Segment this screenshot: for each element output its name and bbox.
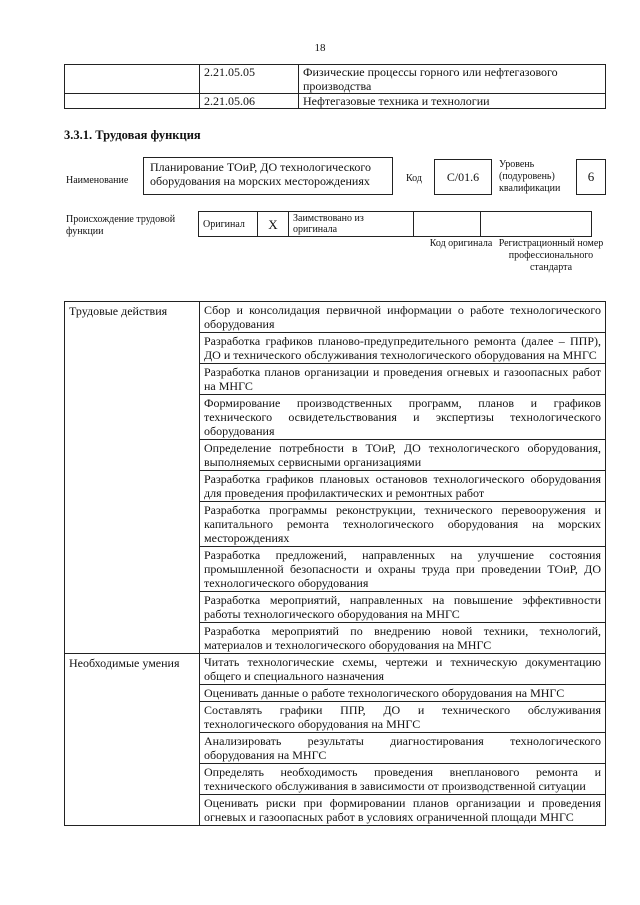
- required-skill-item: Читать технологические схемы, чертежи и техническую документацию общего и специального назначения: [200, 654, 606, 685]
- specialty-table: [64, 64, 606, 109]
- required-skill-item: Составлять графики ППР, ДО и технического обслуживания технологического оборудования на МНГС: [200, 702, 606, 733]
- labor-action-item: Разработка мероприятий, направленных на повышение эффективности работы технологического оборудования на МНГС: [200, 592, 606, 623]
- table-row: [65, 65, 606, 94]
- specialty-code: 2.21.05.06: [200, 94, 299, 109]
- code-label: Код: [406, 173, 422, 184]
- function-table: [64, 301, 606, 826]
- origin-reg-cell: [481, 212, 592, 237]
- specialty-code: 2.21.05.05: [200, 65, 299, 94]
- labor-action-item: Определение потребности в ТОиР, ДО технологического оборудования, выполняемых сервисными организациями: [200, 440, 606, 471]
- level-label: Уровень (подуровень) квалификации: [499, 159, 561, 194]
- labor-action-item: Формирование производственных программ, планов и графиков технического освидетельствования и экспертизы технологического оборудования: [200, 395, 606, 440]
- origin-label: Происхождение трудовой функции: [66, 214, 176, 237]
- labor-action-item: Сбор и консолидация первичной информации о работе технологического оборудования: [200, 302, 606, 333]
- section-title: 3.3.1. Трудовая функция: [64, 128, 201, 142]
- labor-action-item: Разработка графиков планово-предупредительного ремонта (далее – ППР), ДО и технического обслуживания технологического оборудования на МНГС: [200, 333, 606, 364]
- labor-action-item: Разработка мероприятий по внедрению новой техники, технологий, материалов и технологического оборудования на МНГС: [200, 623, 606, 654]
- origin-borrowed: Заимствовано из оригинала: [289, 212, 414, 237]
- naming-value: Планирование ТОиР, ДО технологического оборудования на морских месторождениях: [143, 157, 393, 195]
- code-original-label: Код оригинала: [429, 238, 493, 249]
- table-row: [65, 654, 606, 685]
- required-skill-item: Оценивать данные о работе технологического оборудования на МНГС: [200, 685, 606, 702]
- specialty-name: Физические процессы горного или нефтегазового производства: [299, 65, 606, 94]
- origin-original: Оригинал: [199, 212, 258, 237]
- labor-action-item: Разработка программы реконструкции, технического перевооружения и капитального ремонта технологического оборудования на морских месторождениях: [200, 502, 606, 547]
- required-skill-item: Определять необходимость проведения внепланового ремонта и технического обслуживания в зависимости от производственной ситуации: [200, 764, 606, 795]
- origin-code-cell: [414, 212, 481, 237]
- page-number: 18: [314, 42, 326, 54]
- labor-action-item: Разработка планов организации и проведения огневых и газоопасных работ на МНГС: [200, 364, 606, 395]
- origin-table: [198, 211, 592, 237]
- naming-label: Наименование: [66, 175, 129, 186]
- specialty-name: Нефтегазовые техника и технологии: [299, 94, 606, 109]
- labor-action-category: Трудовые действия: [65, 302, 200, 654]
- level-value: 6: [576, 159, 606, 195]
- table-row: [65, 302, 606, 333]
- labor-action-item: Разработка предложений, направленных на улучшение состояния промышленной безопасности и охраны труда при проведении ТОиР, ДО технологического оборудования: [200, 547, 606, 592]
- code-value: C/01.6: [434, 159, 492, 195]
- table-row: [199, 212, 592, 237]
- origin-mark: X: [258, 212, 289, 237]
- required-skill-category: Необходимые умения: [65, 654, 200, 826]
- labor-action-item: Разработка графиков плановых остановов технологического оборудования для проведения профилактических и ремонтных работ: [200, 471, 606, 502]
- table-row: [65, 94, 606, 109]
- required-skill-item: Оценивать риски при формировании планов организации и проведения огневых и газоопасных работ в условиях ограниченной площади МНГС: [200, 795, 606, 826]
- required-skill-item: Анализировать результаты диагностирования технологического оборудования на МНГС: [200, 733, 606, 764]
- reg-number-label: Регистрационный номер профессионального стандарта: [498, 238, 604, 273]
